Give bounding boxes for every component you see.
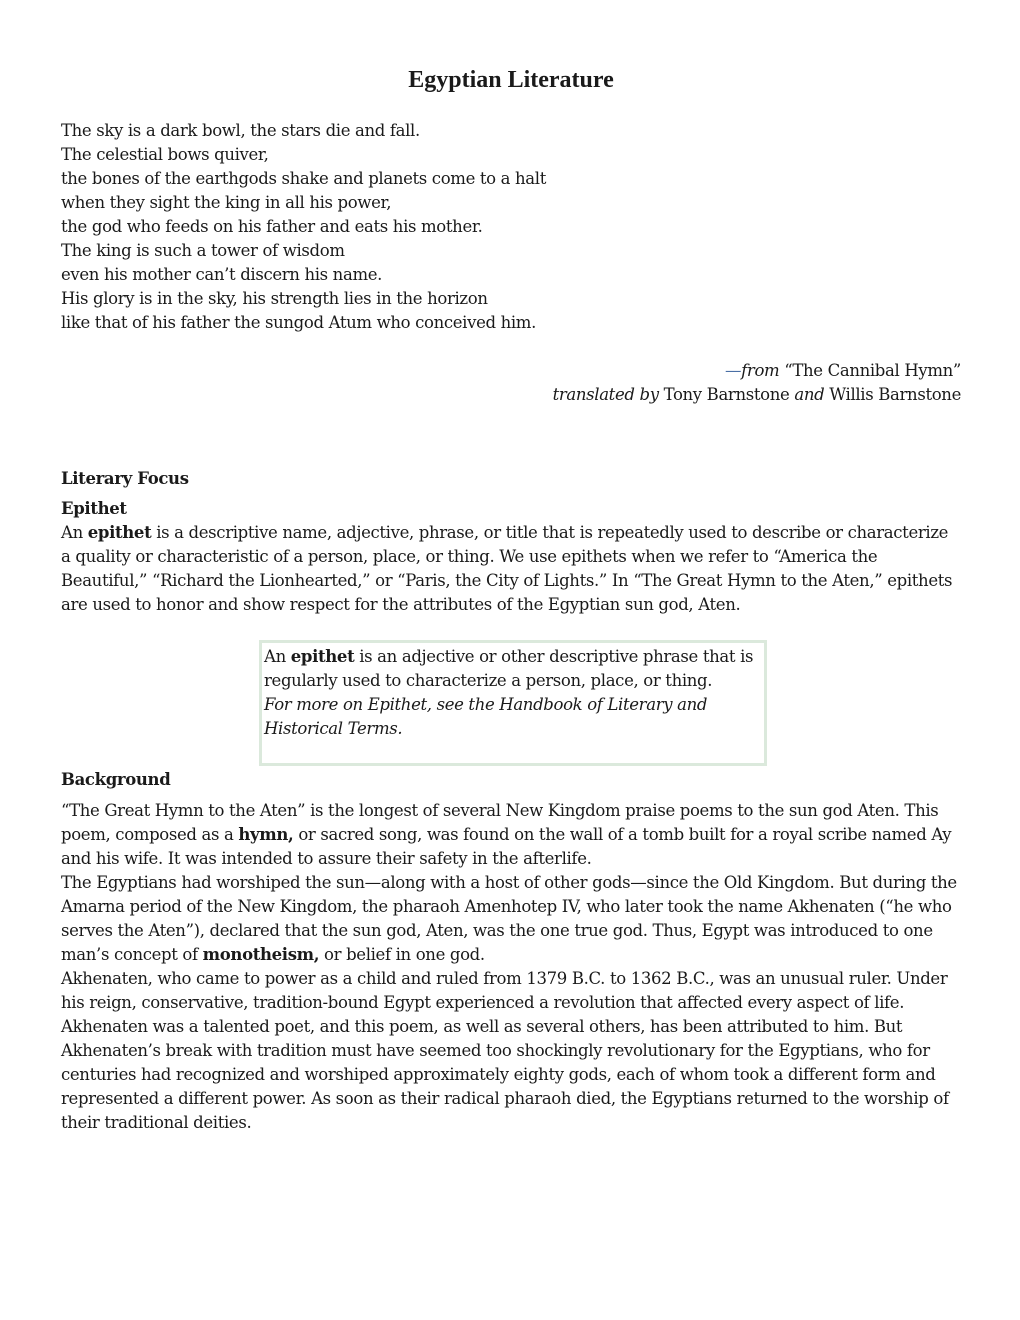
monotheism-term: monotheism,	[202, 945, 320, 964]
poem-line: The king is such a tower of wisdom	[61, 241, 345, 260]
attribution-source-row	[361, 359, 961, 383]
poem-line: The celestial bows quiver,	[61, 145, 269, 164]
literary-focus-section	[61, 467, 961, 617]
attribution-dash: —	[725, 361, 742, 380]
callout-text: An	[264, 647, 291, 666]
attribution-translator-row	[361, 383, 961, 407]
background-paragraph	[61, 871, 961, 967]
poem-line: even his mother can’t discern his name.	[61, 265, 383, 284]
attribution-from: from	[741, 361, 780, 380]
poem-attribution	[361, 359, 961, 407]
attribution-translator-2: Willis Barnstone	[824, 385, 961, 404]
background-paragraph-text: “The Great Hymn to the Aten” is the longest of several New Kingdom praise poems to the sun god Aten. This poem, composed as a	[61, 801, 939, 844]
epithet-paragraph-text: An	[61, 523, 88, 542]
definition-callout-box	[259, 640, 767, 766]
epithet-term: epithet	[87, 523, 152, 542]
epithet-subheading: Epithet	[61, 499, 127, 518]
attribution-and: and	[794, 385, 825, 404]
poem-line: The sky is a dark bowl, the stars die and fall.	[61, 121, 420, 140]
background-section	[61, 768, 961, 1135]
attribution-source: “The Cannibal Hymn”	[779, 361, 961, 380]
callout-text: is an adjective or other descriptive phrase that is regularly used to characterize a person, place, or thing.	[264, 647, 754, 690]
epithet-paragraph-text: is a descriptive name, adjective, phrase, or title that is repeatedly used to describe or characterize a quality or characteristic of a person, place, or thing. We use epithets when we refer to “America the Beautiful,” “Richard the Lionhearted,” or “Paris, the City of Lights.” In “The Great Hymn to the Aten,” epithets are used to honor and show respect for the attributes of the Egyptian sun god, Aten.	[61, 523, 953, 614]
background-paragraph	[61, 799, 961, 871]
poem-line: the bones of the earthgods shake and planets come to a halt	[61, 169, 547, 188]
page-title: Egyptian Literature	[408, 67, 614, 93]
poem	[61, 119, 961, 335]
background-paragraph-text: or sacred song, was found on the wall of a tomb built for a royal scribe named Ay and his wife. It was intended to assure their safety in the afterlife.	[61, 825, 952, 868]
attribution-translated-by: translated by	[552, 385, 659, 404]
literary-focus-heading: Literary Focus	[61, 469, 189, 488]
poem-line: when they sight the king in all his power,	[61, 193, 392, 212]
poem-line: the god who feeds on his father and eats his mother.	[61, 217, 483, 236]
background-paragraph-text: or belief in one god.	[319, 945, 485, 964]
attribution-translator-1: Tony Barnstone	[658, 385, 795, 404]
background-paragraph: Akhenaten, who came to power as a child and ruled from 1379 B.C. to 1362 B.C., was an unusual ruler. Under his reign, conservative, tradition-bound Egypt experienced a revolution that affected every aspect of life. Akhenaten was a talented poet, and this poem, as well as several others, has been attributed to him. But Akhenaten’s break with tradition must have seemed too shockingly revolutionary for the Egyptians, who for centuries had recognized and worshiped approximately eighty gods, each of whom took a different form and represented a different power. As soon as their radical pharaoh died, the Egyptians returned to the worship of their traditional deities.	[61, 969, 949, 1132]
poem-line: like that of his father the sungod Atum who conceived him.	[61, 313, 536, 332]
poem-line: His glory is in the sky, his strength lies in the horizon	[61, 289, 488, 308]
callout-term: epithet	[290, 647, 355, 666]
background-heading: Background	[61, 770, 171, 789]
callout-handbook-note: For more on Epithet, see the Handbook of Literary and Historical Terms.	[264, 695, 708, 738]
background-paragraph-text: The Egyptians had worshiped the sun—along with a host of other gods—since the Old Kingdom. But during the Amarna period of the New Kingdom, the pharaoh Amenhotep IV, who later took the name Akhenaten (“he who serves the Aten”), declared that the sun god, Aten, was the one true god. Thus, Egypt was introduced to one man’s concept of	[61, 873, 957, 964]
epithet-paragraph	[61, 521, 961, 617]
hymn-term: hymn,	[238, 825, 294, 844]
